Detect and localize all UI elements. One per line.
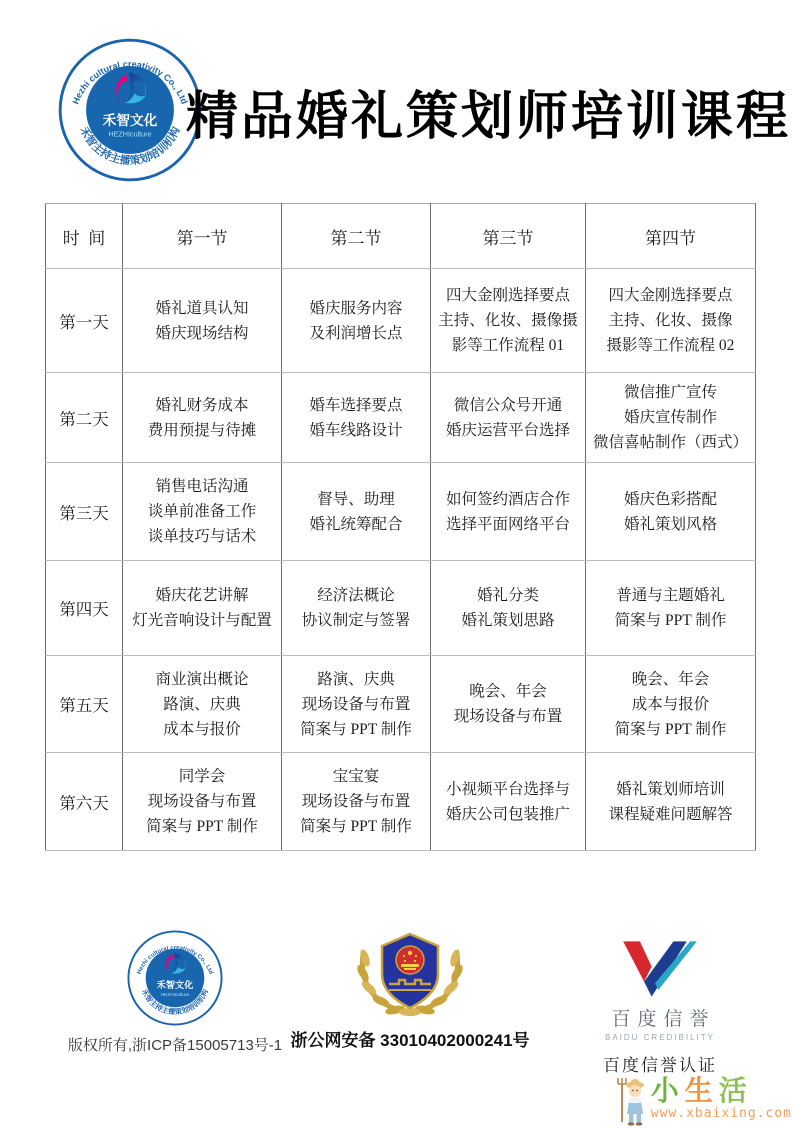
cell-line: 商业演出概论 [155,670,249,688]
table-cell [431,463,586,561]
cell-line: 简案与 PPT 制作 [300,720,412,738]
cell-line: 婚庆现场结构 [155,324,249,342]
watermark-char: 小 [650,1075,685,1106]
column-header: 第三节 [431,204,586,269]
cell-line: 简案与 PPT 制作 [614,720,727,738]
cell-line: 督导、助理 [317,490,395,508]
cell-line: 现场设备与布置 [453,708,563,725]
column-header: 时 间 [46,204,123,269]
day-label: 第五天 [46,656,123,753]
cell-line: 摄影等工作流程 02 [606,337,735,354]
cell-line: 婚庆宣传制作 [623,409,717,426]
table-row [46,656,756,753]
table-row [46,753,756,851]
cell-line: 婚庆公司包装推广 [445,805,570,823]
cell-line: 协议制定与签署 [301,612,411,629]
day-label: 第二天 [46,373,123,463]
table-cell [123,269,282,373]
cell-line: 主持、化妆、摄像 [608,312,733,329]
watermark-textblock [651,1076,792,1121]
cell-line: 微信喜帖制作（西式） [592,434,748,451]
cell-line: 经济法概论 [317,587,395,604]
table-body [46,269,756,851]
baidu-credit-cn: 百度信誉 [611,1009,716,1030]
table-cell [431,561,586,656]
table-header-row [46,204,756,269]
cell-line: 婚礼分类 [476,587,539,604]
cell-line: 简案与 PPT 制作 [146,818,258,835]
police-badge-icon [335,928,485,1016]
table-cell [123,463,282,561]
cell-line: 及利润增长点 [309,324,403,342]
table-cell [282,561,431,656]
table-cell [586,656,756,753]
cell-line: 如何签约酒店合作 [445,490,570,508]
table-cell [282,463,431,561]
baidu-cert-text: 百度信誉认证 [603,1056,717,1075]
cell-line: 婚礼策划思路 [461,612,555,629]
cell-line: 婚庆花艺讲解 [155,587,249,604]
cell-line: 晚会、年会 [631,670,710,688]
table-cell [282,269,431,373]
cell-line: 简案与 PPT 制作 [300,818,412,835]
watermark-text [651,1076,792,1106]
footer-copyright [67,930,283,1055]
day-label: 第六天 [46,753,123,851]
hezhi-logo-small [127,930,223,1026]
table-cell [586,269,756,373]
cell-line: 婚庆服务内容 [309,299,403,317]
cell-line: 四大金刚选择要点 [445,287,570,304]
cell-line: 婚礼道具认知 [155,299,249,317]
table-cell [282,656,431,753]
footer [0,920,800,1075]
table-cell [431,269,586,373]
table-cell [431,753,586,851]
day-label: 第三天 [46,463,123,561]
hezhi-logo [58,38,202,182]
police-record-text: 浙公网安备 33010402000241号 [290,1031,530,1050]
footer-baidu-credit [565,938,755,1076]
cell-line: 宝宝宴 [332,768,380,785]
table-cell [431,656,586,753]
cell-line: 同学会 [178,768,226,785]
table-cell [586,463,756,561]
column-header: 第二节 [282,204,431,269]
table-cell [282,373,431,463]
cell-line: 成本与报价 [163,720,241,738]
column-header: 第一节 [123,204,282,269]
cell-line: 婚车选择要点 [309,396,403,414]
footer-police-record [290,928,530,1051]
cell-line: 婚礼统筹配合 [309,515,403,533]
table-cell [282,753,431,851]
table-row [46,373,756,463]
course-table [45,203,756,851]
table-cell [123,561,282,656]
table-cell [123,373,282,463]
cell-line: 婚礼策划风格 [623,515,717,533]
day-label: 第四天 [46,561,123,656]
cell-line: 婚礼策划师培训 [616,780,725,798]
table-cell [123,753,282,851]
cell-line: 婚庆运营平台选择 [445,421,570,439]
cell-line: 影等工作流程 01 [451,337,565,354]
cell-line: 谈单前准备工作 [147,503,257,520]
cell-line: 谈单技巧与话术 [147,528,257,545]
cell-line: 路演、庆典 [317,670,395,688]
cell-line: 婚车线路设计 [309,421,403,439]
table-cell [586,373,756,463]
farmer-mascot-icon [617,1076,649,1126]
site-watermark [617,1076,792,1126]
cell-line: 主持、化妆、摄像摄 [438,312,578,329]
page-title: 精品婚礼策划师培训课程 [186,89,792,146]
cell-line: 课程疑难问题解答 [608,805,733,823]
cell-line: 婚礼财务成本 [155,396,249,414]
cell-line: 婚庆色彩搭配 [623,490,717,508]
icp-record-text: 版权所有,浙ICP备15005713号-1 [67,1037,283,1054]
baidu-credit-en: BAIDU CREDIBILITY [604,1033,715,1042]
cell-line: 现场设备与布置 [147,793,257,810]
cell-line: 灯光音响设计与配置 [132,612,272,629]
header [0,0,800,200]
table-row [46,561,756,656]
cell-line: 简案与 PPT 制作 [614,612,727,629]
cell-line: 晚会、年会 [469,683,547,700]
table-row [46,463,756,561]
watermark-char: 活 [718,1075,753,1106]
cell-line: 选择平面网络平台 [445,515,570,533]
cell-line: 普通与主题婚礼 [616,587,725,604]
column-header: 第四节 [586,204,756,269]
table-row [46,269,756,373]
day-label: 第一天 [46,269,123,373]
cell-line: 成本与报价 [631,695,710,713]
table-cell [586,561,756,656]
cell-line: 现场设备与布置 [301,695,411,713]
cell-line: 四大金刚选择要点 [608,287,733,304]
table-cell [123,656,282,753]
cell-line: 路演、庆典 [163,695,241,713]
baidu-credibility-icon [618,938,702,1000]
table-cell [431,373,586,463]
cell-line: 小视频平台选择与 [445,780,570,798]
table-cell [586,753,756,851]
cell-line: 现场设备与布置 [301,793,411,810]
watermark-url: www.xbaixing.com [650,1106,792,1121]
cell-line: 微信推广宣传 [623,384,717,401]
cell-line: 微信公众号开通 [453,396,563,414]
cell-line: 费用预提与待摊 [147,421,257,439]
cell-line: 销售电话沟通 [155,478,249,495]
watermark-char: 生 [684,1075,719,1106]
